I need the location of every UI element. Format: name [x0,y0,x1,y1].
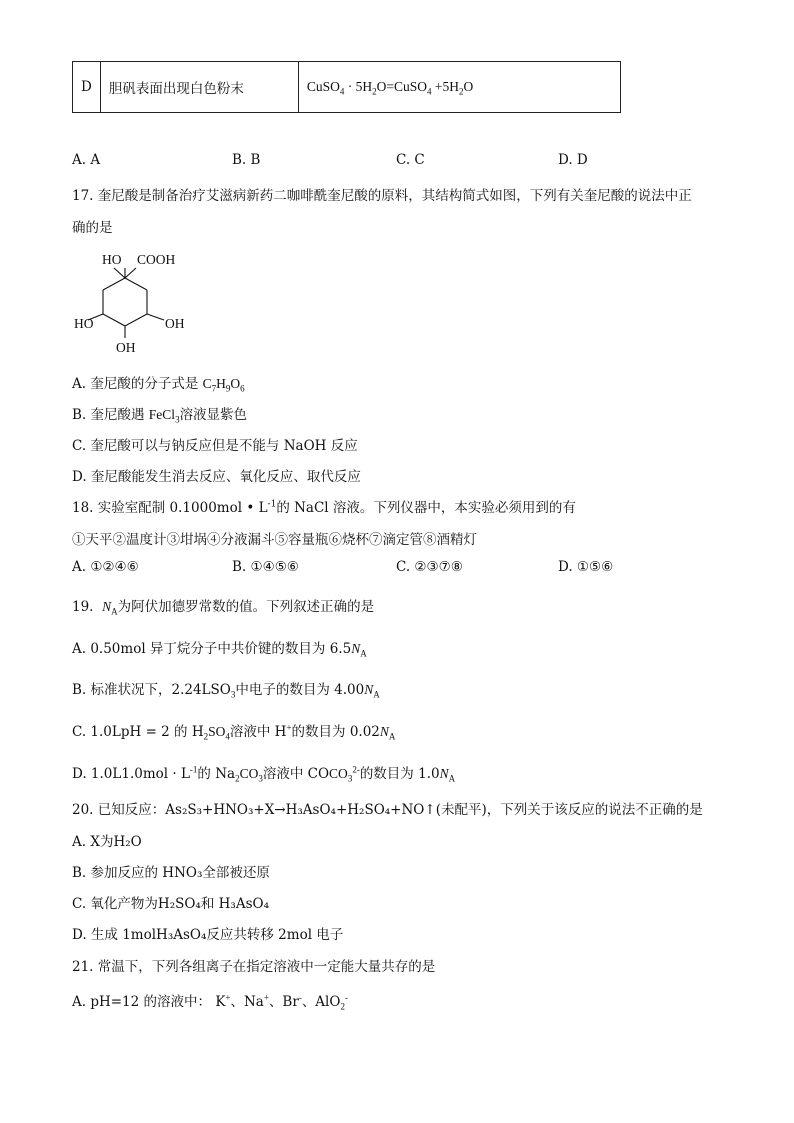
q20-option-a[interactable]: A. X为H₂O [72,834,142,850]
q19-stem: 19. $N_A$为阿伏加德罗常数的值。下列叙述正确的是 [72,599,375,617]
structure-label-cooh: COOH [137,252,176,267]
q19-stem-text: 为阿伏加德罗常数的值。下列叙述正确的是 [117,599,375,615]
q16-option-b[interactable]: B. B [232,152,261,168]
q19-option-c-mid2: 的数目为 0.02 [291,724,380,740]
q20-option-c[interactable]: C. 氧化产物为H₂SO₄和 H₃AsO₄ [72,896,269,912]
answer-table [72,61,621,113]
q18-option-d[interactable]: D. ①⑤⑥ [558,559,614,575]
q16-option-a[interactable]: A. A [72,152,101,168]
q21-option-a-text: A. pH=12 的溶液中： K [72,994,226,1010]
q19-option-d[interactable]: D. $1.0L1.0mol \cdot L^{-1}$的 $Na_2CO_3$溶液中 $COCO_3^{2-}$的数目为 $1.0N_A$ [72,764,456,784]
q19-option-c[interactable]: C. 1.0LpH = 2 的 $H_2SO_4$溶液中 H+的数目为 $0.02N_A$ [72,722,396,742]
q19-option-b-mid: 中电子的数目为 4.00 [235,682,365,698]
q17-option-a-text: A. 奎尼酸的分子式是 [72,376,203,392]
q17-stem-line2: 确的是 [72,220,113,236]
table-cell-label: D [73,62,101,113]
q20-option-d[interactable]: D. 生成 1molH₃AsO₄反应共转移 2mol 电子 [72,927,344,943]
q18-stem-suffix: 的 NaCl 溶液。下列仪器中，本实验必须用到的有 [276,500,576,516]
q16-option-d[interactable]: D. D [558,152,588,168]
q21-option-a-mid2: 、Br [268,994,299,1010]
q17-option-a[interactable]: A. 奎尼酸的分子式是 $C_7H_9O_6$ [72,376,245,394]
q17-option-b[interactable]: B. 奎尼酸遇 FeCl$_3$溶液显紫色 [72,407,248,425]
table-cell-equation: CuSO$_4$ · $5H_2O=CuSO_4 +5H_2O$ [298,62,620,113]
q19-number: 19. [72,599,94,615]
q21-option-a-mid3: 、AlO [301,994,341,1010]
q19-option-b[interactable]: B. 标准状况下，$2.24LSO_3$中电子的数目为 $4.00N_A$ [72,682,380,700]
structure-label-ho-top: HO [102,252,122,267]
q19-option-c-text: C. 1.0LpH = 2 的 H [72,724,204,740]
q18-option-b[interactable]: B. ①④⑤⑥ [232,559,299,575]
table-cell-observation: 胆矾表面出现白色粉末 [100,62,298,113]
q18-items: ①天平②温度计③坩埚④分液漏斗⑤容量瓶⑥烧杯⑦滴定管⑧酒精灯 [72,532,477,548]
q19-option-d-mid: 的 Na [197,766,236,782]
q19-option-c-mid: 溶液中 H [229,724,287,740]
q17-option-b-suffix: 溶液显紫色 [179,407,248,423]
structure-label-oh-bottom: OH [116,340,136,355]
q18-stem-text: 18. 实验室配制 0.1000mol • L [72,500,268,516]
q20-stem: 20. 已知反应：As₂S₃+HNO₃+X→H₃AsO₄+H₂SO₄+NO↑(未配平)，下列关于该反应的说法不正确的是 [72,802,703,818]
table-row [73,62,621,113]
q17-stem-line1: 17. 奎尼酸是制备治疗艾滋病新药二咖啡酰奎尼酸的原料，其结构简式如图，下列有关奎尼酸的说法中正 [72,188,692,204]
q16-option-c[interactable]: C. C [396,152,425,168]
q19-option-a[interactable]: A. 0.50mol 异丁烷分子中共价键的数目为 $6.5N_A$ [72,641,367,659]
quinic-acid-structure [70,248,200,356]
q17-option-c[interactable]: C. 奎尼酸可以与钠反应但是不能与 NaOH 反应 [72,438,358,454]
q19-option-b-text: B. 标准状况下，2.24LSO [72,682,231,698]
q19-option-d-mid3: 的数目为 1.0 [359,766,440,782]
q19-option-d-text: D. 1.0L1.0mol · L [72,766,190,782]
structure-label-ho-left: HO [74,316,94,331]
q18-option-a[interactable]: A. ①②④⑥ [72,559,139,575]
q17-option-b-text: B. 奎尼酸遇 [72,407,149,423]
structure-label-oh-right: OH [165,316,185,331]
q17-option-d[interactable]: D. 奎尼酸能发生消去反应、氧化反应、取代反应 [72,469,361,485]
q18-stem: 18. 实验室配制 0.1000mol • $L^{-1}$的 NaCl 溶液。下列仪器中，本实验必须用到的有 [72,499,576,516]
q21-option-a[interactable]: A. pH=12 的溶液中： K+、Na+、Br-、AlO$_2$- [72,992,348,1012]
q20-option-b[interactable]: B. 参加反应的 HNO₃全部被还原 [72,865,270,881]
q21-stem: 21. 常温下，下列各组离子在指定溶液中一定能大量共存的是 [72,959,436,975]
q18-option-c[interactable]: C. ②③⑦⑧ [396,559,463,575]
q19-option-a-text: A. 0.50mol 异丁烷分子中共价键的数目为 6.5 [72,641,352,657]
q21-option-a-mid: 、Na [230,994,264,1010]
q19-option-d-mid2: 溶液中 CO [262,766,330,782]
